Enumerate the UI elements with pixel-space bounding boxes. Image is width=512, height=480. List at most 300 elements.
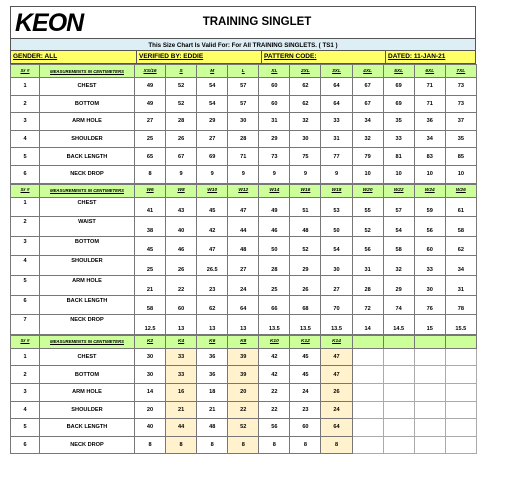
measurement-value: 13 xyxy=(197,315,228,335)
table-row xyxy=(11,256,477,276)
measurement-value: 66 xyxy=(259,295,290,315)
table-row xyxy=(11,197,477,217)
size-header: W26 xyxy=(445,184,476,197)
measurement-name: BACK LENGTH xyxy=(40,148,135,166)
measurement-value xyxy=(445,366,476,384)
measurement-value: 65 xyxy=(135,148,166,166)
measurement-value: 27 xyxy=(135,113,166,131)
measurement-value: 52 xyxy=(352,217,383,237)
row-number: 7 xyxy=(11,315,40,335)
size-header-row xyxy=(11,65,477,78)
measurement-value: 9 xyxy=(197,165,228,183)
size-header: K8 xyxy=(228,335,259,348)
measurement-value: 61 xyxy=(445,197,476,217)
measurement-value: 32 xyxy=(352,130,383,148)
measurement-value: 22 xyxy=(259,401,290,419)
size-header: K14 xyxy=(321,335,352,348)
size-header: W6 xyxy=(135,184,166,197)
measurement-value: 44 xyxy=(228,217,259,237)
measurement-value: 69 xyxy=(383,78,414,96)
dated-label: DATED: 11-JAN-21 xyxy=(388,53,446,60)
verified-label: VERIFIED BY: EDDIE xyxy=(139,53,204,60)
row-number: 1 xyxy=(11,78,40,96)
measurement-value: 21 xyxy=(197,401,228,419)
table-row xyxy=(11,383,477,401)
measurement-value: 45 xyxy=(290,348,321,366)
measurement-value: 38 xyxy=(135,217,166,237)
measurement-value: 50 xyxy=(259,236,290,256)
measurement-value: 35 xyxy=(445,130,476,148)
measurement-value xyxy=(352,401,383,419)
size-header xyxy=(414,335,445,348)
measurement-value: 35 xyxy=(383,113,414,131)
measurement-value: 76 xyxy=(414,295,445,315)
measurement-value: 57 xyxy=(228,95,259,113)
size-header-row xyxy=(11,184,477,197)
size-table-adult xyxy=(10,64,477,184)
measurement-value xyxy=(414,401,445,419)
measurement-value: 64 xyxy=(321,419,352,437)
measurement-value: 33 xyxy=(383,130,414,148)
measurement-value: 8 xyxy=(259,436,290,454)
meta-row xyxy=(10,51,476,64)
measurement-value: 12.5 xyxy=(135,315,166,335)
measurement-value: 70 xyxy=(321,295,352,315)
measurement-value: 8 xyxy=(321,436,352,454)
measurement-value: 9 xyxy=(228,165,259,183)
row-number: 5 xyxy=(11,419,40,437)
measurement-value: 45 xyxy=(197,197,228,217)
measurement-value: 62 xyxy=(290,95,321,113)
table-row xyxy=(11,295,477,315)
measurement-value xyxy=(414,436,445,454)
measurement-value: 28 xyxy=(259,256,290,276)
size-header-row xyxy=(11,335,477,348)
chart-header xyxy=(10,6,476,38)
measurement-value: 55 xyxy=(352,197,383,217)
measurement-value xyxy=(383,419,414,437)
row-number: 4 xyxy=(11,401,40,419)
measurement-value: 31 xyxy=(445,275,476,295)
measurement-value: 54 xyxy=(197,78,228,96)
measurement-value: 49 xyxy=(259,197,290,217)
measurement-value: 36 xyxy=(414,113,445,131)
measurement-value: 43 xyxy=(166,197,197,217)
size-header: M xyxy=(197,65,228,78)
measurement-value: 42 xyxy=(259,366,290,384)
measurement-name: NECK DROP xyxy=(40,436,135,454)
measurement-value: 26.5 xyxy=(197,256,228,276)
table-row xyxy=(11,419,477,437)
row-number: 2 xyxy=(11,95,40,113)
measurement-value: 34 xyxy=(352,113,383,131)
measurement-value xyxy=(352,366,383,384)
measurement-header: MEASUREMENTS IN CENTIMETERS xyxy=(40,65,135,78)
measurement-value: 9 xyxy=(166,165,197,183)
measurement-value xyxy=(445,419,476,437)
measurement-name: NECK DROP xyxy=(40,315,135,335)
measurement-value: 51 xyxy=(290,197,321,217)
measurement-value: 64 xyxy=(321,95,352,113)
measurement-value: 48 xyxy=(197,419,228,437)
size-header xyxy=(445,335,476,348)
measurement-value: 28 xyxy=(166,113,197,131)
measurement-value: 27 xyxy=(197,130,228,148)
table-row xyxy=(11,78,477,96)
measurement-value: 75 xyxy=(290,148,321,166)
measurement-value: 33 xyxy=(321,113,352,131)
measurement-value: 56 xyxy=(414,217,445,237)
measurement-value: 25 xyxy=(259,275,290,295)
measurement-value: 22 xyxy=(166,275,197,295)
measurement-value: 15 xyxy=(414,315,445,335)
measurement-value: 25 xyxy=(135,130,166,148)
row-number: 4 xyxy=(11,256,40,276)
measurement-value: 47 xyxy=(197,236,228,256)
measurement-value: 52 xyxy=(290,236,321,256)
row-number: 2 xyxy=(11,366,40,384)
measurement-value: 24 xyxy=(321,401,352,419)
measurement-value: 69 xyxy=(383,95,414,113)
measurement-value: 60 xyxy=(259,95,290,113)
row-number: 5 xyxy=(11,275,40,295)
measurement-value: 44 xyxy=(166,419,197,437)
measurement-value: 13.5 xyxy=(259,315,290,335)
measurement-value: 54 xyxy=(321,236,352,256)
table-row xyxy=(11,130,477,148)
measurement-value: 71 xyxy=(228,148,259,166)
measurement-value: 34 xyxy=(445,256,476,276)
table-row xyxy=(11,113,477,131)
measurement-value xyxy=(414,419,445,437)
size-header: S xyxy=(166,65,197,78)
measurement-name: ARM HOLE xyxy=(40,113,135,131)
measurement-value: 22 xyxy=(228,401,259,419)
measurement-value: 58 xyxy=(445,217,476,237)
row-number: 1 xyxy=(11,197,40,217)
row-number: 6 xyxy=(11,436,40,454)
row-number: 3 xyxy=(11,383,40,401)
measurement-value: 14 xyxy=(352,315,383,335)
measurement-value: 33 xyxy=(414,256,445,276)
measurement-value: 9 xyxy=(321,165,352,183)
measurement-value xyxy=(352,419,383,437)
size-header: XL xyxy=(259,65,290,78)
measurement-value: 10 xyxy=(445,165,476,183)
table-row xyxy=(11,165,477,183)
measurement-value: 13.5 xyxy=(290,315,321,335)
size-header: K6 xyxy=(197,335,228,348)
validity-banner: This Size Chart Is Valid For: For All TRAINING SINGLETS. ( TS1 ) xyxy=(10,38,476,51)
measurement-value: 71 xyxy=(414,78,445,96)
measurement-value: 58 xyxy=(383,236,414,256)
measurement-value: 30 xyxy=(321,256,352,276)
measurement-value: 13.5 xyxy=(321,315,352,335)
measurement-value: 40 xyxy=(166,217,197,237)
measurement-value: 29 xyxy=(290,256,321,276)
measurement-name: SHOULDER xyxy=(40,401,135,419)
row-number: 6 xyxy=(11,165,40,183)
size-header: W8 xyxy=(166,184,197,197)
measurement-value: 14 xyxy=(135,383,166,401)
measurement-value: 45 xyxy=(290,366,321,384)
measurement-value: 24 xyxy=(228,275,259,295)
measurement-value: 27 xyxy=(228,256,259,276)
measurement-value: 74 xyxy=(383,295,414,315)
measurement-value: 37 xyxy=(445,113,476,131)
measurement-value: 57 xyxy=(228,78,259,96)
measurement-value: 20 xyxy=(135,401,166,419)
row-number: 1 xyxy=(11,348,40,366)
size-table-women xyxy=(10,184,477,335)
measurement-value: 36 xyxy=(197,366,228,384)
measurement-value: 60 xyxy=(166,295,197,315)
measurement-value: 73 xyxy=(259,148,290,166)
measurement-value: 13 xyxy=(228,315,259,335)
measurement-value: 72 xyxy=(352,295,383,315)
size-header: XS/16 xyxy=(135,65,166,78)
measurement-name: WAIST xyxy=(40,217,135,237)
measurement-value: 54 xyxy=(383,217,414,237)
measurement-value: 25 xyxy=(135,256,166,276)
size-header: K12 xyxy=(290,335,321,348)
measurement-value: 30 xyxy=(228,113,259,131)
measurement-value: 56 xyxy=(352,236,383,256)
measurement-value: 49 xyxy=(135,95,166,113)
size-header: L xyxy=(228,65,259,78)
measurement-value: 67 xyxy=(166,148,197,166)
measurement-value: 30 xyxy=(290,130,321,148)
size-header: W24 xyxy=(414,184,445,197)
sr-header: Sr # xyxy=(11,184,40,197)
measurement-value: 9 xyxy=(290,165,321,183)
measurement-value: 10 xyxy=(352,165,383,183)
measurement-value: 32 xyxy=(383,256,414,276)
measurement-value: 14.5 xyxy=(383,315,414,335)
measurement-value: 60 xyxy=(259,78,290,96)
measurement-value xyxy=(445,401,476,419)
size-header: W14 xyxy=(259,184,290,197)
measurement-name: CHEST xyxy=(40,348,135,366)
table-row xyxy=(11,348,477,366)
measurement-value: 48 xyxy=(228,236,259,256)
measurement-value: 13 xyxy=(166,315,197,335)
measurement-value: 26 xyxy=(166,130,197,148)
size-header: W10 xyxy=(197,184,228,197)
measurement-header: MEASUREMENTS IN CENTIMETERS xyxy=(40,335,135,348)
measurement-name: SHOULDER xyxy=(40,256,135,276)
measurement-value: 31 xyxy=(352,256,383,276)
measurement-value xyxy=(352,348,383,366)
measurement-value: 68 xyxy=(290,295,321,315)
measurement-value: 71 xyxy=(414,95,445,113)
measurement-value: 64 xyxy=(321,78,352,96)
size-header: 7XL xyxy=(445,65,476,78)
measurement-value: 47 xyxy=(321,366,352,384)
measurement-value: 31 xyxy=(321,130,352,148)
measurement-value xyxy=(383,383,414,401)
chart-title: TRAINING SINGLET xyxy=(202,16,312,28)
measurement-name: SHOULDER xyxy=(40,130,135,148)
measurement-name: ARM HOLE xyxy=(40,275,135,295)
measurement-value: 56 xyxy=(259,419,290,437)
brand-logo: KEON xyxy=(15,9,84,37)
size-header: 2XL xyxy=(290,65,321,78)
measurement-value: 8 xyxy=(135,165,166,183)
measurement-name: BOTTOM xyxy=(40,95,135,113)
measurement-value: 23 xyxy=(197,275,228,295)
measurement-value xyxy=(445,348,476,366)
measurement-name: CHEST xyxy=(40,197,135,217)
size-header xyxy=(352,335,383,348)
measurement-value: 78 xyxy=(445,295,476,315)
measurement-value: 22 xyxy=(259,383,290,401)
gender-label: GENDER: ALL xyxy=(13,53,58,60)
measurement-value: 58 xyxy=(135,295,166,315)
measurement-value xyxy=(445,383,476,401)
size-header: W16 xyxy=(290,184,321,197)
size-header: K10 xyxy=(259,335,290,348)
size-header: W12 xyxy=(228,184,259,197)
measurement-name: BACK LENGTH xyxy=(40,419,135,437)
measurement-value xyxy=(445,436,476,454)
measurement-value xyxy=(383,401,414,419)
measurement-value: 10 xyxy=(414,165,445,183)
measurement-value: 60 xyxy=(414,236,445,256)
row-number: 2 xyxy=(11,217,40,237)
measurement-value: 60 xyxy=(290,419,321,437)
size-chart-sheet xyxy=(10,6,476,454)
measurement-value: 50 xyxy=(321,217,352,237)
size-header: K2 xyxy=(135,335,166,348)
measurement-value: 26 xyxy=(166,256,197,276)
measurement-value: 33 xyxy=(166,366,197,384)
size-header: 5XL xyxy=(383,65,414,78)
measurement-value: 85 xyxy=(445,148,476,166)
sr-header: Sr # xyxy=(11,65,40,78)
measurement-value: 62 xyxy=(290,78,321,96)
measurement-value: 40 xyxy=(135,419,166,437)
row-number: 3 xyxy=(11,236,40,256)
measurement-value: 29 xyxy=(197,113,228,131)
measurement-name: NECK DROP xyxy=(40,165,135,183)
measurement-value: 47 xyxy=(321,348,352,366)
table-row xyxy=(11,148,477,166)
measurement-value: 8 xyxy=(228,436,259,454)
row-number: 4 xyxy=(11,130,40,148)
table-row xyxy=(11,275,477,295)
measurement-value: 8 xyxy=(135,436,166,454)
measurement-value: 73 xyxy=(445,78,476,96)
measurement-value xyxy=(383,436,414,454)
measurement-value: 8 xyxy=(290,436,321,454)
size-header: 3XL xyxy=(321,65,352,78)
table-row xyxy=(11,217,477,237)
row-number: 6 xyxy=(11,295,40,315)
table-row xyxy=(11,315,477,335)
size-header: W18 xyxy=(321,184,352,197)
measurement-value: 28 xyxy=(352,275,383,295)
measurement-value: 83 xyxy=(414,148,445,166)
measurement-value: 28 xyxy=(228,130,259,148)
measurement-value: 42 xyxy=(259,348,290,366)
table-row xyxy=(11,401,477,419)
measurement-name: ARM HOLE xyxy=(40,383,135,401)
measurement-value: 29 xyxy=(383,275,414,295)
measurement-value: 9 xyxy=(259,165,290,183)
measurement-value: 41 xyxy=(135,197,166,217)
measurement-value: 26 xyxy=(321,383,352,401)
measurement-value: 26 xyxy=(290,275,321,295)
measurement-name: BACK LENGTH xyxy=(40,295,135,315)
measurement-value: 30 xyxy=(135,366,166,384)
measurement-value: 10 xyxy=(383,165,414,183)
measurement-value: 21 xyxy=(135,275,166,295)
measurement-value: 79 xyxy=(352,148,383,166)
measurement-value: 53 xyxy=(321,197,352,217)
pattern-code-label: PATTERN CODE: xyxy=(264,53,317,60)
measurement-name: BOTTOM xyxy=(40,236,135,256)
measurement-value: 69 xyxy=(197,148,228,166)
measurement-value: 54 xyxy=(197,95,228,113)
measurement-value xyxy=(414,366,445,384)
measurement-value: 34 xyxy=(414,130,445,148)
size-header xyxy=(383,335,414,348)
measurement-value: 77 xyxy=(321,148,352,166)
measurement-value: 47 xyxy=(228,197,259,217)
measurement-value: 67 xyxy=(352,95,383,113)
measurement-value xyxy=(414,348,445,366)
size-header: K4 xyxy=(166,335,197,348)
measurement-value: 39 xyxy=(228,348,259,366)
measurement-name: CHEST xyxy=(40,78,135,96)
measurement-value: 42 xyxy=(197,217,228,237)
measurement-value: 52 xyxy=(166,78,197,96)
measurement-value: 30 xyxy=(135,348,166,366)
measurement-value: 45 xyxy=(135,236,166,256)
measurement-value: 20 xyxy=(228,383,259,401)
measurement-value: 15.5 xyxy=(445,315,476,335)
size-table-kids xyxy=(10,335,477,455)
measurement-value xyxy=(383,348,414,366)
table-row xyxy=(11,436,477,454)
measurement-value: 59 xyxy=(414,197,445,217)
measurement-value: 48 xyxy=(290,217,321,237)
measurement-header: MEASUREMENTS IN CENTIMETERS xyxy=(40,184,135,197)
row-number: 5 xyxy=(11,148,40,166)
size-header: 4XL xyxy=(352,65,383,78)
measurement-value: 8 xyxy=(166,436,197,454)
measurement-value: 49 xyxy=(135,78,166,96)
measurement-name: BOTTOM xyxy=(40,366,135,384)
measurement-value: 62 xyxy=(445,236,476,256)
measurement-value: 64 xyxy=(228,295,259,315)
measurement-value: 36 xyxy=(197,348,228,366)
measurement-value: 73 xyxy=(445,95,476,113)
sr-header: Sr # xyxy=(11,335,40,348)
measurement-value: 46 xyxy=(259,217,290,237)
measurement-value: 57 xyxy=(383,197,414,217)
measurement-value: 16 xyxy=(166,383,197,401)
table-row xyxy=(11,95,477,113)
measurement-value xyxy=(352,436,383,454)
measurement-value: 52 xyxy=(166,95,197,113)
measurement-value: 81 xyxy=(383,148,414,166)
measurement-value: 32 xyxy=(290,113,321,131)
table-row xyxy=(11,236,477,256)
measurement-value: 18 xyxy=(197,383,228,401)
measurement-value: 23 xyxy=(290,401,321,419)
